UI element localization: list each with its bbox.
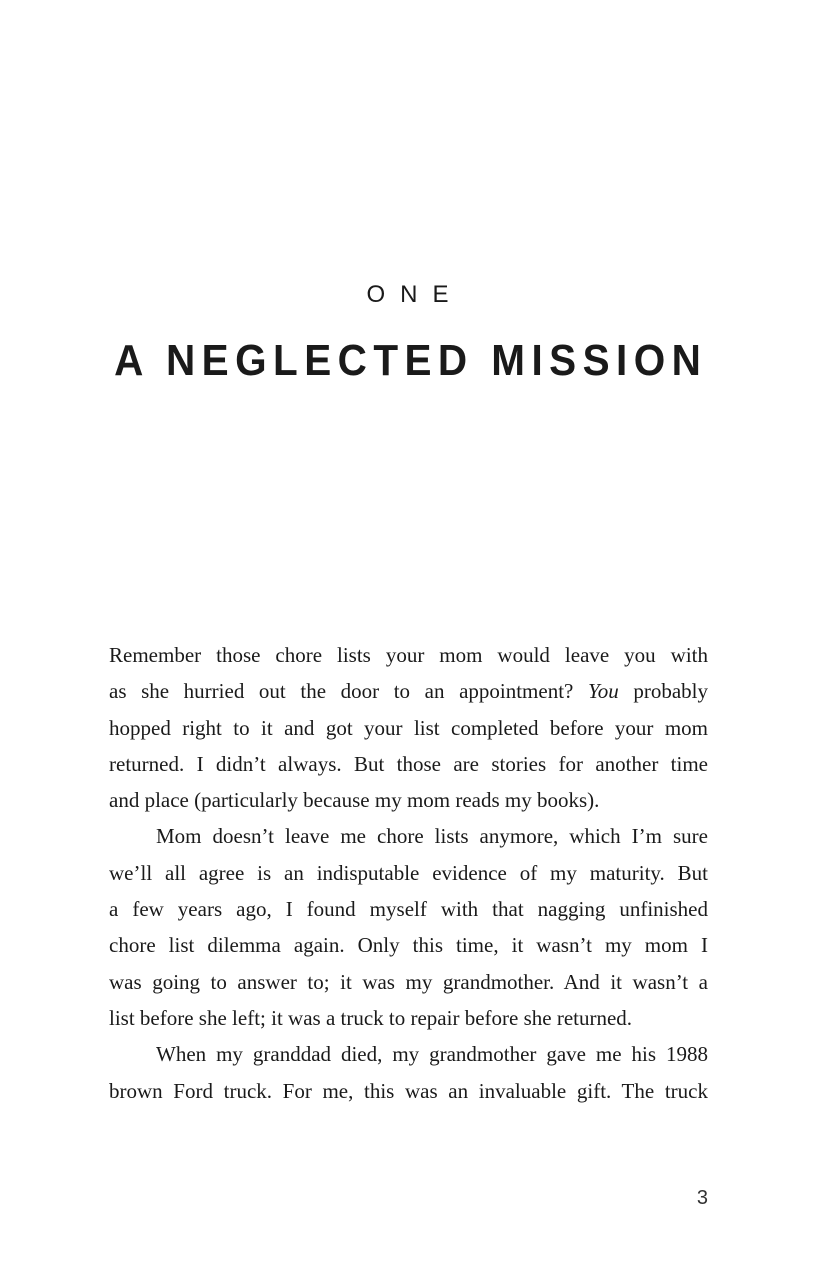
chapter-title: A NEGLECTED MISSION (114, 336, 708, 385)
text-line (109, 673, 708, 709)
text-line: brown Ford truck. For me, this was an invaluable gift. The truck (109, 1078, 708, 1103)
text-line: a few years ago, I found myself with that nagging unfinished (109, 897, 708, 922)
text-line: was going to answer to; it was my grandmother. And it wasn’t a (109, 969, 708, 994)
paragraph-3 (109, 1036, 708, 1109)
text-line: chore list dilemma again. Only this time, it wasn’t my mom I (109, 933, 708, 958)
text-line: list before she left; it was a truck to repair before she returned. (109, 1005, 633, 1030)
paragraph-2 (109, 818, 708, 1036)
text-line: Mom doesn’t leave me chore lists anymore, which I’m sure (156, 824, 708, 849)
text-fragment: as she hurried out the door to an appointment? (109, 679, 574, 704)
text-line: hopped right to it and got your list completed before your mom (109, 715, 708, 740)
text-line: and place (particularly because my mom reads my books). (109, 788, 600, 813)
emphasis-text: You (587, 679, 619, 704)
text-line: When my granddad died, my grandmother gave me his 1988 (156, 1042, 708, 1067)
text-line: we’ll all agree is an indisputable evidence of my maturity. But (109, 860, 708, 885)
text-fragment: probably (633, 679, 709, 704)
text-line: Remember those chore lists your mom would leave you with (109, 643, 708, 667)
paragraph-1 (109, 637, 708, 818)
chapter-number: ONE (366, 281, 464, 308)
text-line: returned. I didn’t always. But those are stories for another time (109, 751, 708, 776)
page-number: 3 (696, 1187, 708, 1209)
body-text (109, 637, 708, 1109)
